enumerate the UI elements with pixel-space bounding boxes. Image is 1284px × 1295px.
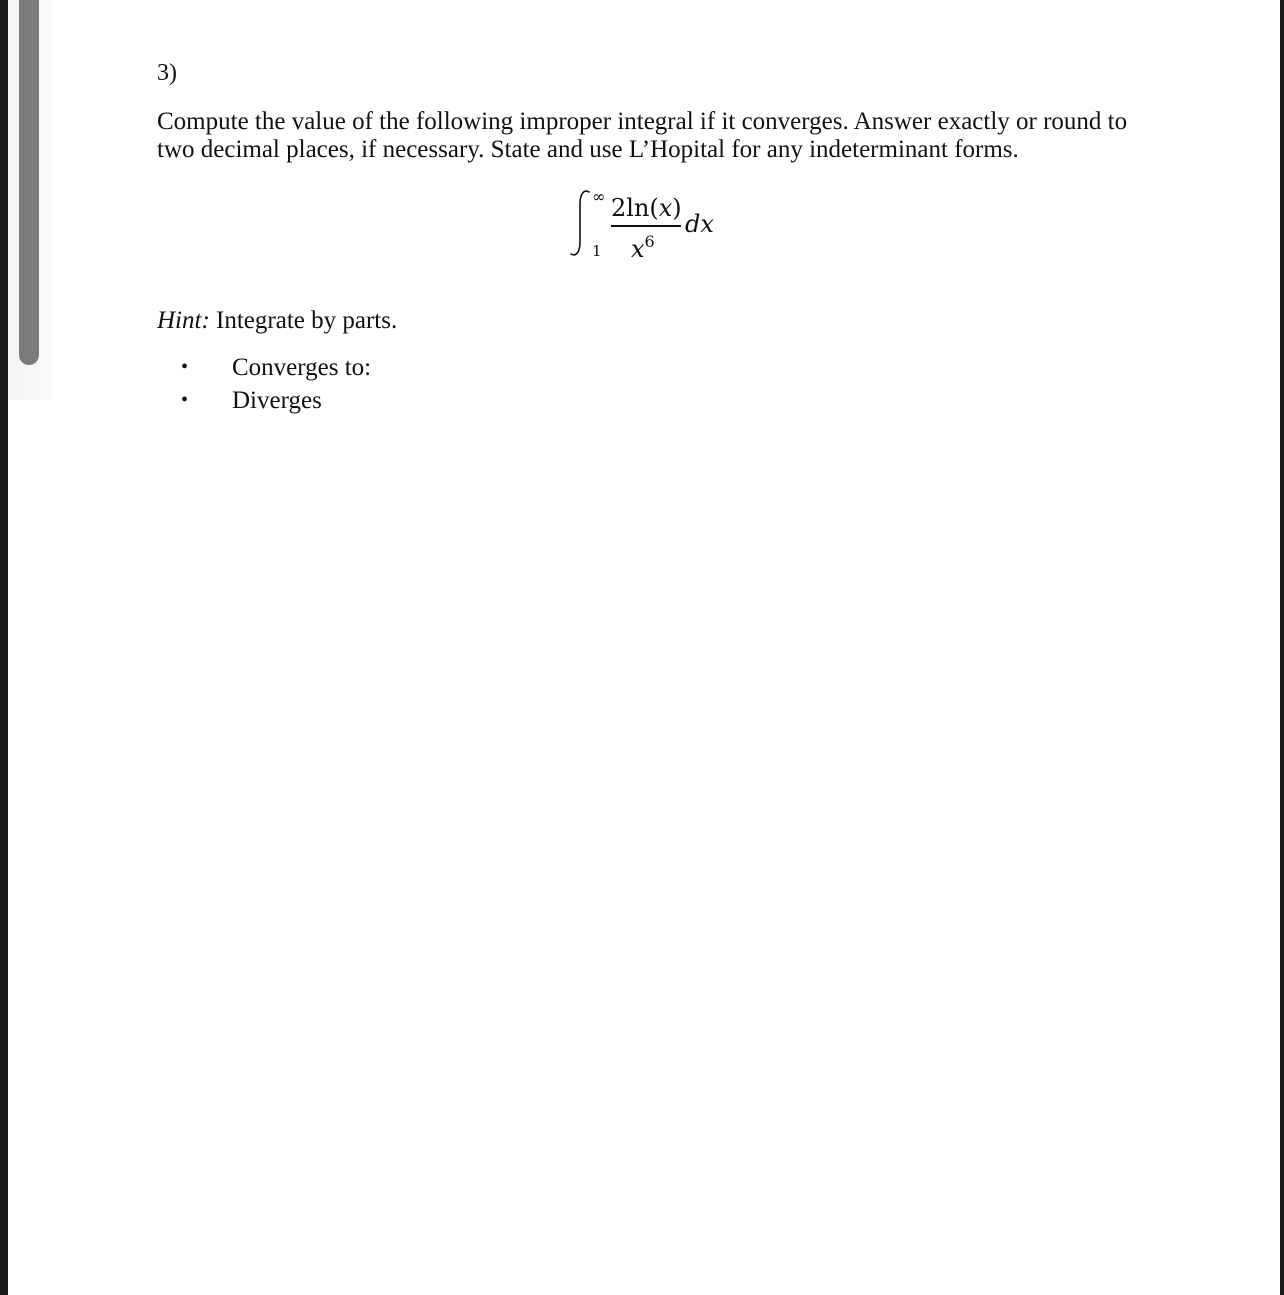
option-converges-label: Converges to: bbox=[232, 354, 372, 381]
question-document bbox=[157, 58, 1157, 414]
hint-body: Integrate by parts. bbox=[209, 307, 398, 334]
integral-upper-limit: ∞ bbox=[592, 187, 606, 206]
denominator-base: 𝑥 bbox=[631, 235, 645, 263]
question-number: 3) bbox=[157, 60, 177, 86]
hint-text bbox=[157, 306, 397, 336]
question-prompt bbox=[157, 108, 1157, 164]
bullet-icon: • bbox=[181, 389, 189, 411]
bullet-icon: • bbox=[181, 356, 189, 378]
hint-label: Hint: bbox=[157, 307, 210, 334]
integral-expression bbox=[567, 188, 767, 268]
denominator-exponent: 6 bbox=[644, 232, 655, 251]
integrand-numerator: 2ln(𝑥) bbox=[611, 194, 682, 222]
integral-lower-limit: 1 bbox=[592, 242, 602, 260]
prompt-line-1: Compute the value of the following improper integral if it converges. Answer exactly or round to bbox=[157, 108, 1128, 135]
integral-differential: 𝑑𝑥 bbox=[685, 210, 714, 238]
window-right-edge bbox=[1280, 0, 1284, 1295]
fraction-bar bbox=[611, 225, 681, 227]
prompt-line-2: two decimal places, if necessary. State and use L’Hopital for any indeterminant forms. bbox=[157, 136, 1019, 163]
integral-sign bbox=[567, 188, 593, 258]
integrand-denominator bbox=[631, 228, 655, 263]
window-left-edge bbox=[0, 0, 8, 1295]
scrollbar-thumb[interactable] bbox=[19, 0, 39, 365]
option-diverges-label: Diverges bbox=[232, 387, 322, 414]
